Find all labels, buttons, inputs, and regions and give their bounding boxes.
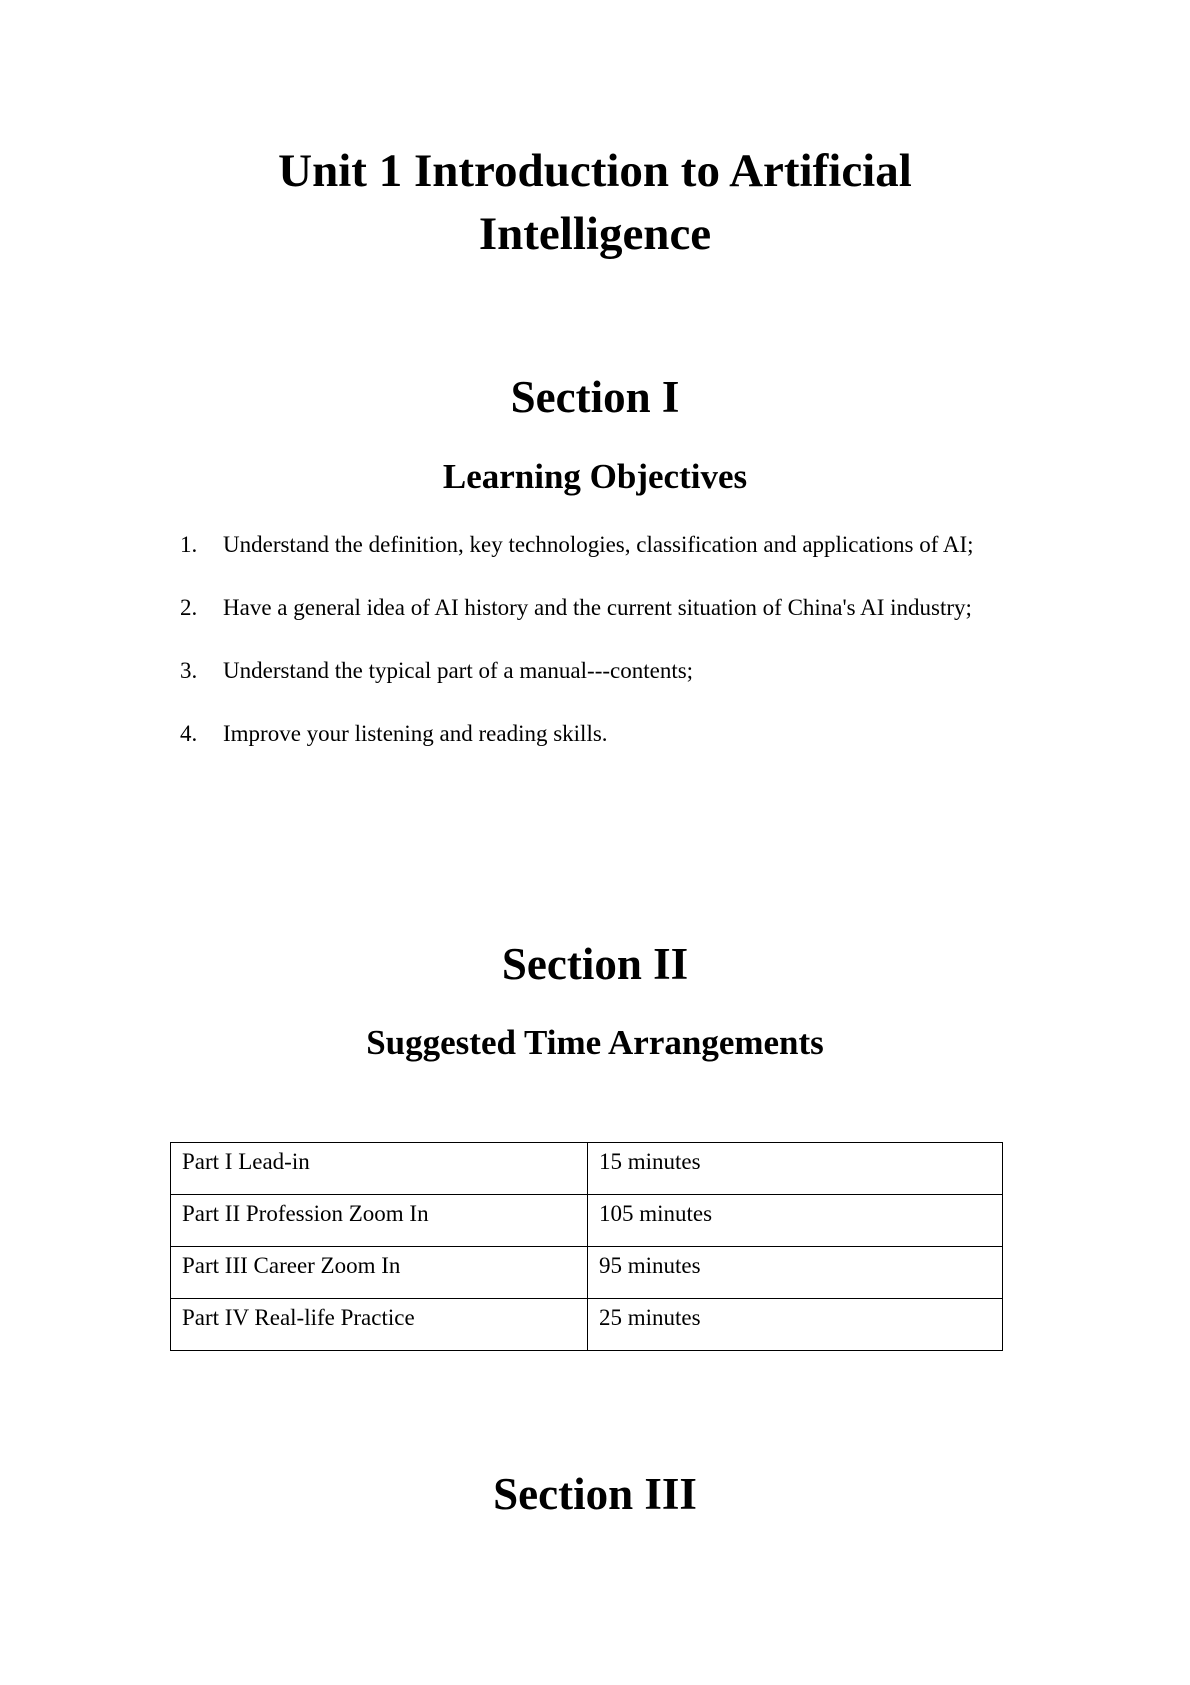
objective-number: 3.: [180, 658, 198, 683]
objective-text: Understand the typical part of a manual---contents;: [223, 658, 694, 683]
time-arrangement-table: [170, 1142, 1003, 1351]
part-cell: Part IV Real-life Practice: [171, 1299, 588, 1351]
section-2-heading: Section II: [501, 939, 689, 989]
unit-title: [0, 140, 1190, 266]
objectives-list: [180, 530, 974, 782]
objective-item: [180, 593, 974, 656]
section-3-heading: Section III: [493, 1469, 697, 1519]
part-cell: Part II Profession Zoom In: [171, 1195, 588, 1247]
objective-number: 4.: [180, 721, 198, 746]
time-arrangements-heading: Suggested Time Arrangements: [366, 1023, 824, 1062]
objective-item: [180, 530, 974, 593]
objective-text: Understand the definition, key technologies, classification and applications of AI;: [223, 532, 974, 557]
time-cell: 15 minutes: [588, 1143, 1003, 1195]
objective-number: 1.: [180, 532, 198, 557]
learning-objectives-heading: Learning Objectives: [442, 457, 748, 496]
table-row: [171, 1195, 1003, 1247]
objective-text: Have a general idea of AI history and the current situation of China's AI industry;: [223, 595, 972, 620]
objective-item: [180, 719, 974, 782]
part-cell: Part I Lead-in: [171, 1143, 588, 1195]
time-cell: 25 minutes: [588, 1299, 1003, 1351]
objective-item: [180, 656, 974, 719]
unit-title-line-2: Intelligence: [478, 208, 712, 260]
table-row: [171, 1247, 1003, 1299]
part-cell: Part III Career Zoom In: [171, 1247, 588, 1299]
objective-text: Improve your listening and reading skills.: [223, 721, 608, 746]
table-row: [171, 1143, 1003, 1195]
time-cell: 105 minutes: [588, 1195, 1003, 1247]
section-1-heading: Section I: [510, 372, 680, 422]
unit-title-line-1: Unit 1 Introduction to Artificial: [278, 145, 912, 197]
time-cell: 95 minutes: [588, 1247, 1003, 1299]
table-row: [171, 1299, 1003, 1351]
objective-number: 2.: [180, 595, 198, 620]
